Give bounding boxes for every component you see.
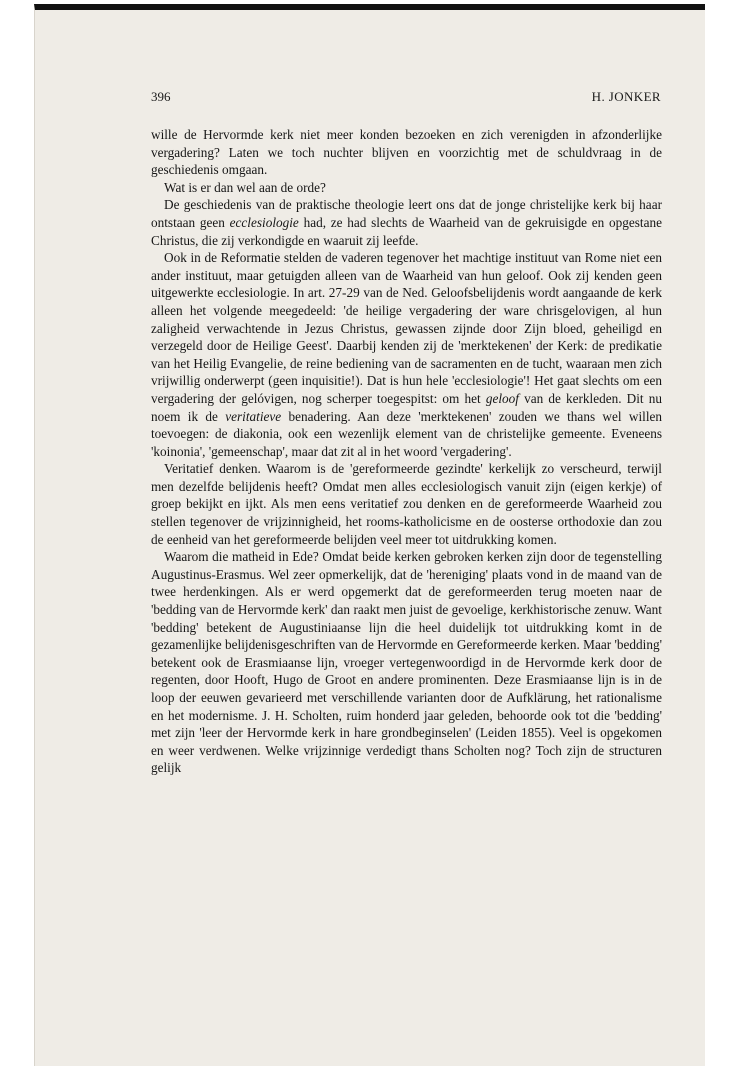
paragraph [151,179,662,197]
text-run: Waarom die matheid in Ede? Omdat beide kerken gebroken kerken zijn door de tegenstelling Augustinus-Erasmus. Wel zeer opmerkelijk, dat de 'hereniging' plaats vond in de maand van de twee herdenkingen. Als er werd opgemerkt dat de gereformeerden terug moeten naar de 'bedding van de Hervormde kerk' dan raakt men juist de gevoelige, kerkhistorische zenuw. Want 'bedding' betekent de Augustiniaanse lijn die heel duidelijk tot uitdrukking komt in de gezamenlijke belijdenisgeschriften van de Hervormde en Gereformeerde kerken. Maar 'bedding' betekent ook de Erasmiaanse lijn, vroeger vertegenwoordigd in de Hervormde kerk door de regenten, door Hooft, Hugo de Groot en andere prominenten. Deze Erasmiaanse lijn is in de loop der eeuwen gevarieerd met verschillende varianten door de Aufklärung, het rationalisme en het modernisme. J. H. Scholten, ruim honderd jaar geleden, behoorde ook tot die 'bedding' met zijn 'leer der Hervormde kerk in hare grondbeginselen' (Leiden 1855). Veel is opgekomen en weer verdwenen. Welke vrijzinnige verdedigt thans Scholten nog? Toch zijn de structuren gelijk [151,549,662,776]
text-run: wille de Hervormde kerk niet meer konden bezoeken en zich verenigden in afzonderlijke vergadering? Laten we toch nuchter blijven en voorzichtig met de schuldvraag in de geschiedenis omgaan. [151,127,662,178]
paragraph [151,249,662,460]
italic-term: ecclesiologie [229,214,299,230]
paragraph [151,196,662,249]
text-run: benadering. Aan deze 'merktekenen' zouden we thans wel willen toevoegen: de diakonia, ook een wezenlijk element van de christelijke gemeente. Eveneens 'koinonia', 'gemeenschap', maar dat zit al in het woord 'vergadering'. [151,408,662,459]
paragraph [151,126,662,179]
text-run: had, ze had slechts de Waarheid van de gekruisigde en opgestane Christus, die zij verkondigde en waaruit zij leefde. [151,214,662,248]
text-run: Wat is er dan wel aan de orde? [164,179,326,195]
text-run: Ook in de Reformatie stelden de vaderen tegenover het machtige instituut van Rome niet een ander instituut, maar getuigden alleen van de Waarheid van hun geloof. Ook zij kenden geen uitgewerkte ecclesiologie. In art. 27-29 van de Ned. Geloofsbelijdenis wordt aangaande de kerk alleen het volgende meegedeeld: 'de heilige vergadering der ware chrisgelovigen, al hun zaligheid verwachtende in Jezus Christus, gewassen zijnde door Zijn bloed, geheiligd en verzegeld door de Heilige Geest'. Daarbij kenden zij de 'merktekenen' der Kerk: de predikatie van het Heilig Evangelie, de reine bediening van de sacramenten en de tucht, waaraan men zich vrijwillig onderwerpt (geen inquisitie!). Dat is hun hele 'ecclesiologie'! Het gaat slechts om een vergadering der gelóvigen, nog scherper toegespitst: om het [151,250,662,406]
running-title: H. JONKER [591,89,661,104]
body-text [151,126,662,777]
italic-term: veritatieve [225,408,282,424]
italic-term: geloof [485,390,519,406]
text-run: Veritatief denken. Waarom is de 'gereformeerde gezindte' kerkelijk zo verscheurd, terwijl men dezelfde belijdenis heeft? Omdat men alles ecclesiologisch vanuit zijn (eigen kerkje) of groep bekijkt en ijkt. Als men eens veritatief zou denken en de gereformeerde Waarheid zou stellen tegenover de vrijzinnigheid, het rooms-katholicisme en de oosterse orthodoxie dan zou de eenheid van het gereformeerde belijden veel meer tot uitdrukking komen. [151,461,662,547]
paragraph [151,460,662,548]
page-number: 396 [151,89,171,104]
text-run: De geschiedenis van de praktische theologie leert ons dat de jonge christelijke kerk bij haar ontstaan geen [151,197,662,230]
paragraph [151,548,662,777]
text-run: van de kerkleden. Dit nu noem ik de [151,390,662,424]
